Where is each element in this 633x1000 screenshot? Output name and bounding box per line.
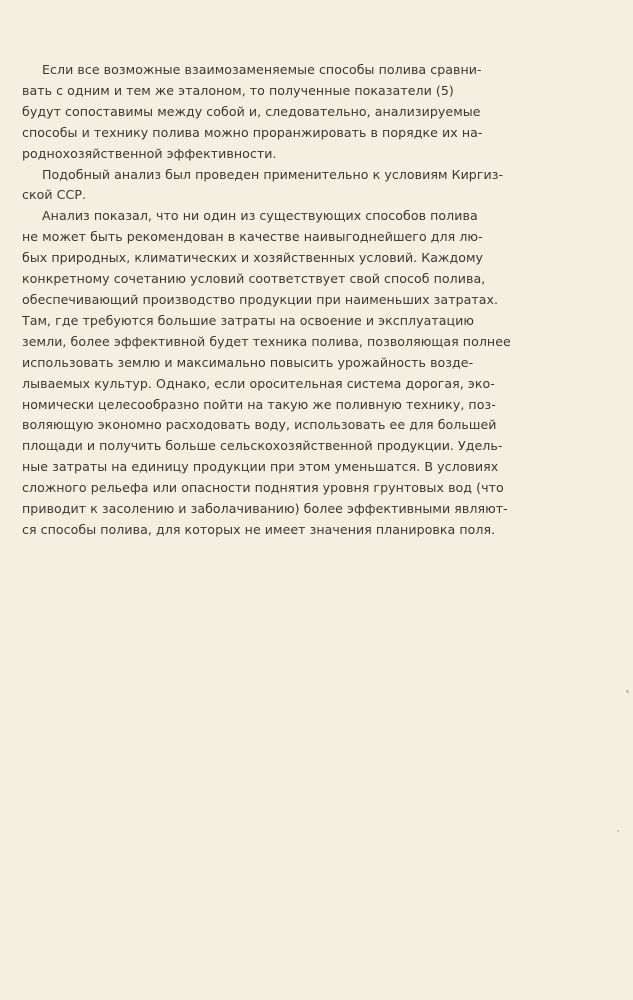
text-line: использовать землю и максимально повысить урожайность возде- xyxy=(22,354,474,370)
paragraph-2 xyxy=(22,165,574,207)
text-line: приводит к засолению и заболачиванию) более эффективными являют- xyxy=(22,501,508,517)
text-line: Анализ показал, что ни один из существующих способов полива xyxy=(42,208,478,224)
body-text xyxy=(22,60,574,541)
text-line: роднохозяйственной эффективности. xyxy=(22,145,277,161)
text-line: Там, где требуются большие затраты на освоение и эксплуатацию xyxy=(22,312,475,328)
text-line: бых природных, климатических и хозяйственных условий. Каждому xyxy=(22,250,484,266)
text-line: обеспечивающий производство продукции при наименьших затратах. xyxy=(22,291,499,307)
text-line: воляющую экономно расходовать воду, использовать ее для большей xyxy=(22,417,497,433)
paragraph-1 xyxy=(22,60,574,165)
text-line: будут сопоставимы между собой и, следовательно, анализируемые xyxy=(22,103,481,119)
text-line: вать с одним и тем же эталоном, то полученные показатели (5) xyxy=(22,82,454,98)
text-line: номически целесообразно пойти на такую же поливную технику, поз- xyxy=(22,396,496,412)
text-line: Если все возможные взаимозаменяемые способы полива сравни- xyxy=(42,62,482,77)
text-line: конкретному сочетанию условий соответствует свой способ полива, xyxy=(22,271,486,287)
paragraph-3 xyxy=(22,206,574,541)
text-line: ные затраты на единицу продукции при этом уменьшатся. В условиях xyxy=(22,459,499,475)
text-line: лываемых культур. Однако, если оросительная система дорогая, эко- xyxy=(22,375,495,391)
paper-speck xyxy=(617,830,619,832)
text-line: сложного рельефа или опасности поднятия уровня грунтовых вод (что xyxy=(22,480,504,496)
text-line: ся способы полива, для которых не имеет значения планировка поля. xyxy=(22,521,496,537)
text-line: не может быть рекомендован в качестве наивыгоднейшего для лю- xyxy=(22,229,483,245)
text-line: земли, более эффективной будет техника полива, позволяющая полнее xyxy=(22,333,511,349)
text-line: площади и получить больше сельскохозяйственной продукции. Удель- xyxy=(22,438,503,454)
text-line: ской ССР. xyxy=(22,187,87,203)
text-line: способы и технику полива можно проранжировать в порядке их на- xyxy=(22,124,483,140)
paper-speck xyxy=(626,690,629,693)
text-line: Подобный анализ был проведен применительно к условиям Киргиз- xyxy=(42,166,504,182)
